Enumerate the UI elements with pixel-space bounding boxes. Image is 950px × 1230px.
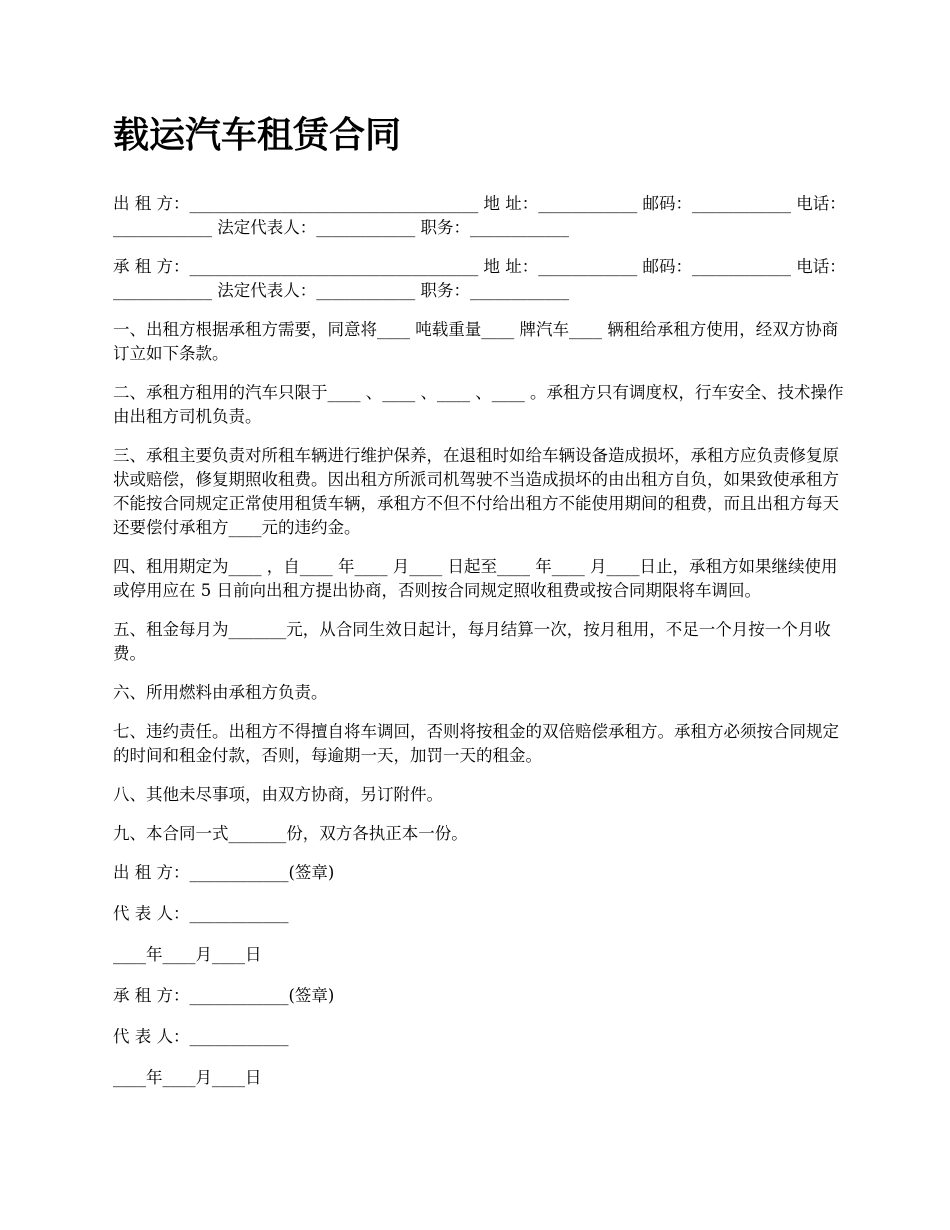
party-lessor-info: 出 租 方：___________________________________ 地 址：____________ 邮码：____________ 电话：____________ 法定代表人：____________ 职务：____________ [113,194,846,237]
clause-8: 八、其他未尽事项，由双方协商，另订附件。 [113,785,443,804]
clause-1: 一、出租方根据承租方需要，同意将____ 吨载重量____ 牌汽车____ 辆租给承租方使用，经双方协商订立如下条款。 [113,320,839,363]
clause-9: 九、本合同一式_______份，双方各执正本一份。 [113,824,468,843]
signature-lessor-representative: 代 表 人：____________ [113,904,289,923]
document-title: 载运汽车租赁合同 [113,115,402,156]
clause-3: 三、承租主要负责对所租车辆进行维护保养，在退租时如给车辆设备造成损坏，承租方应负责修复原状或赔偿，修复期照收租费。因出租方所派司机驾驶不当造成损坏的由出租方自负，如果致使承租方不能按合同规定正常使用租赁车辆，承租方不但不付给出租方不能使用期间的租费，而且出租方每天还要偿付承租方____元的违约金。 [113,446,839,537]
signature-lessee: 承 租 方：____________(签章) [113,986,335,1005]
clause-5: 五、租金每月为_______元，从合同生效日起计，每月结算一次，按月租用，不足一个月按一个月收费。 [113,620,831,663]
clause-4: 四、租用期定为____ ，自____ 年____ 月____ 日起至____ 年____ 月____日止，承租方如果继续使用或停用应在 5 日前向出租方提出协商，否则按合同规定照收租费或按合同期限将车调回。 [113,557,838,600]
party-lessee-info: 承 租 方：___________________________________ 地 址：____________ 邮码：____________ 电话：____________ 法定代表人：____________ 职务：____________ [113,257,846,300]
signature-lessee-representative: 代 表 人：____________ [113,1027,289,1046]
signature-lessor-date: ____年____月____日 [113,945,262,964]
clause-7: 七、违约责任。出租方不得擅自将车调回，否则将按租金的双倍赔偿承租方。承租方必须按合同规定的时间和租金付款，否则，每逾期一天，加罚一天的租金。 [113,722,839,765]
signature-lessee-date: ____年____月____日 [113,1068,262,1087]
signature-lessor: 出 租 方：____________(签章) [113,863,335,882]
clause-6: 六、所用燃料由承租方负责。 [113,683,328,702]
clause-2: 二、承租方租用的汽车只限于____ 、____ 、____ 、____ 。承租方只有调度权，行车安全、技术操作由出租方司机负责。 [113,383,844,426]
